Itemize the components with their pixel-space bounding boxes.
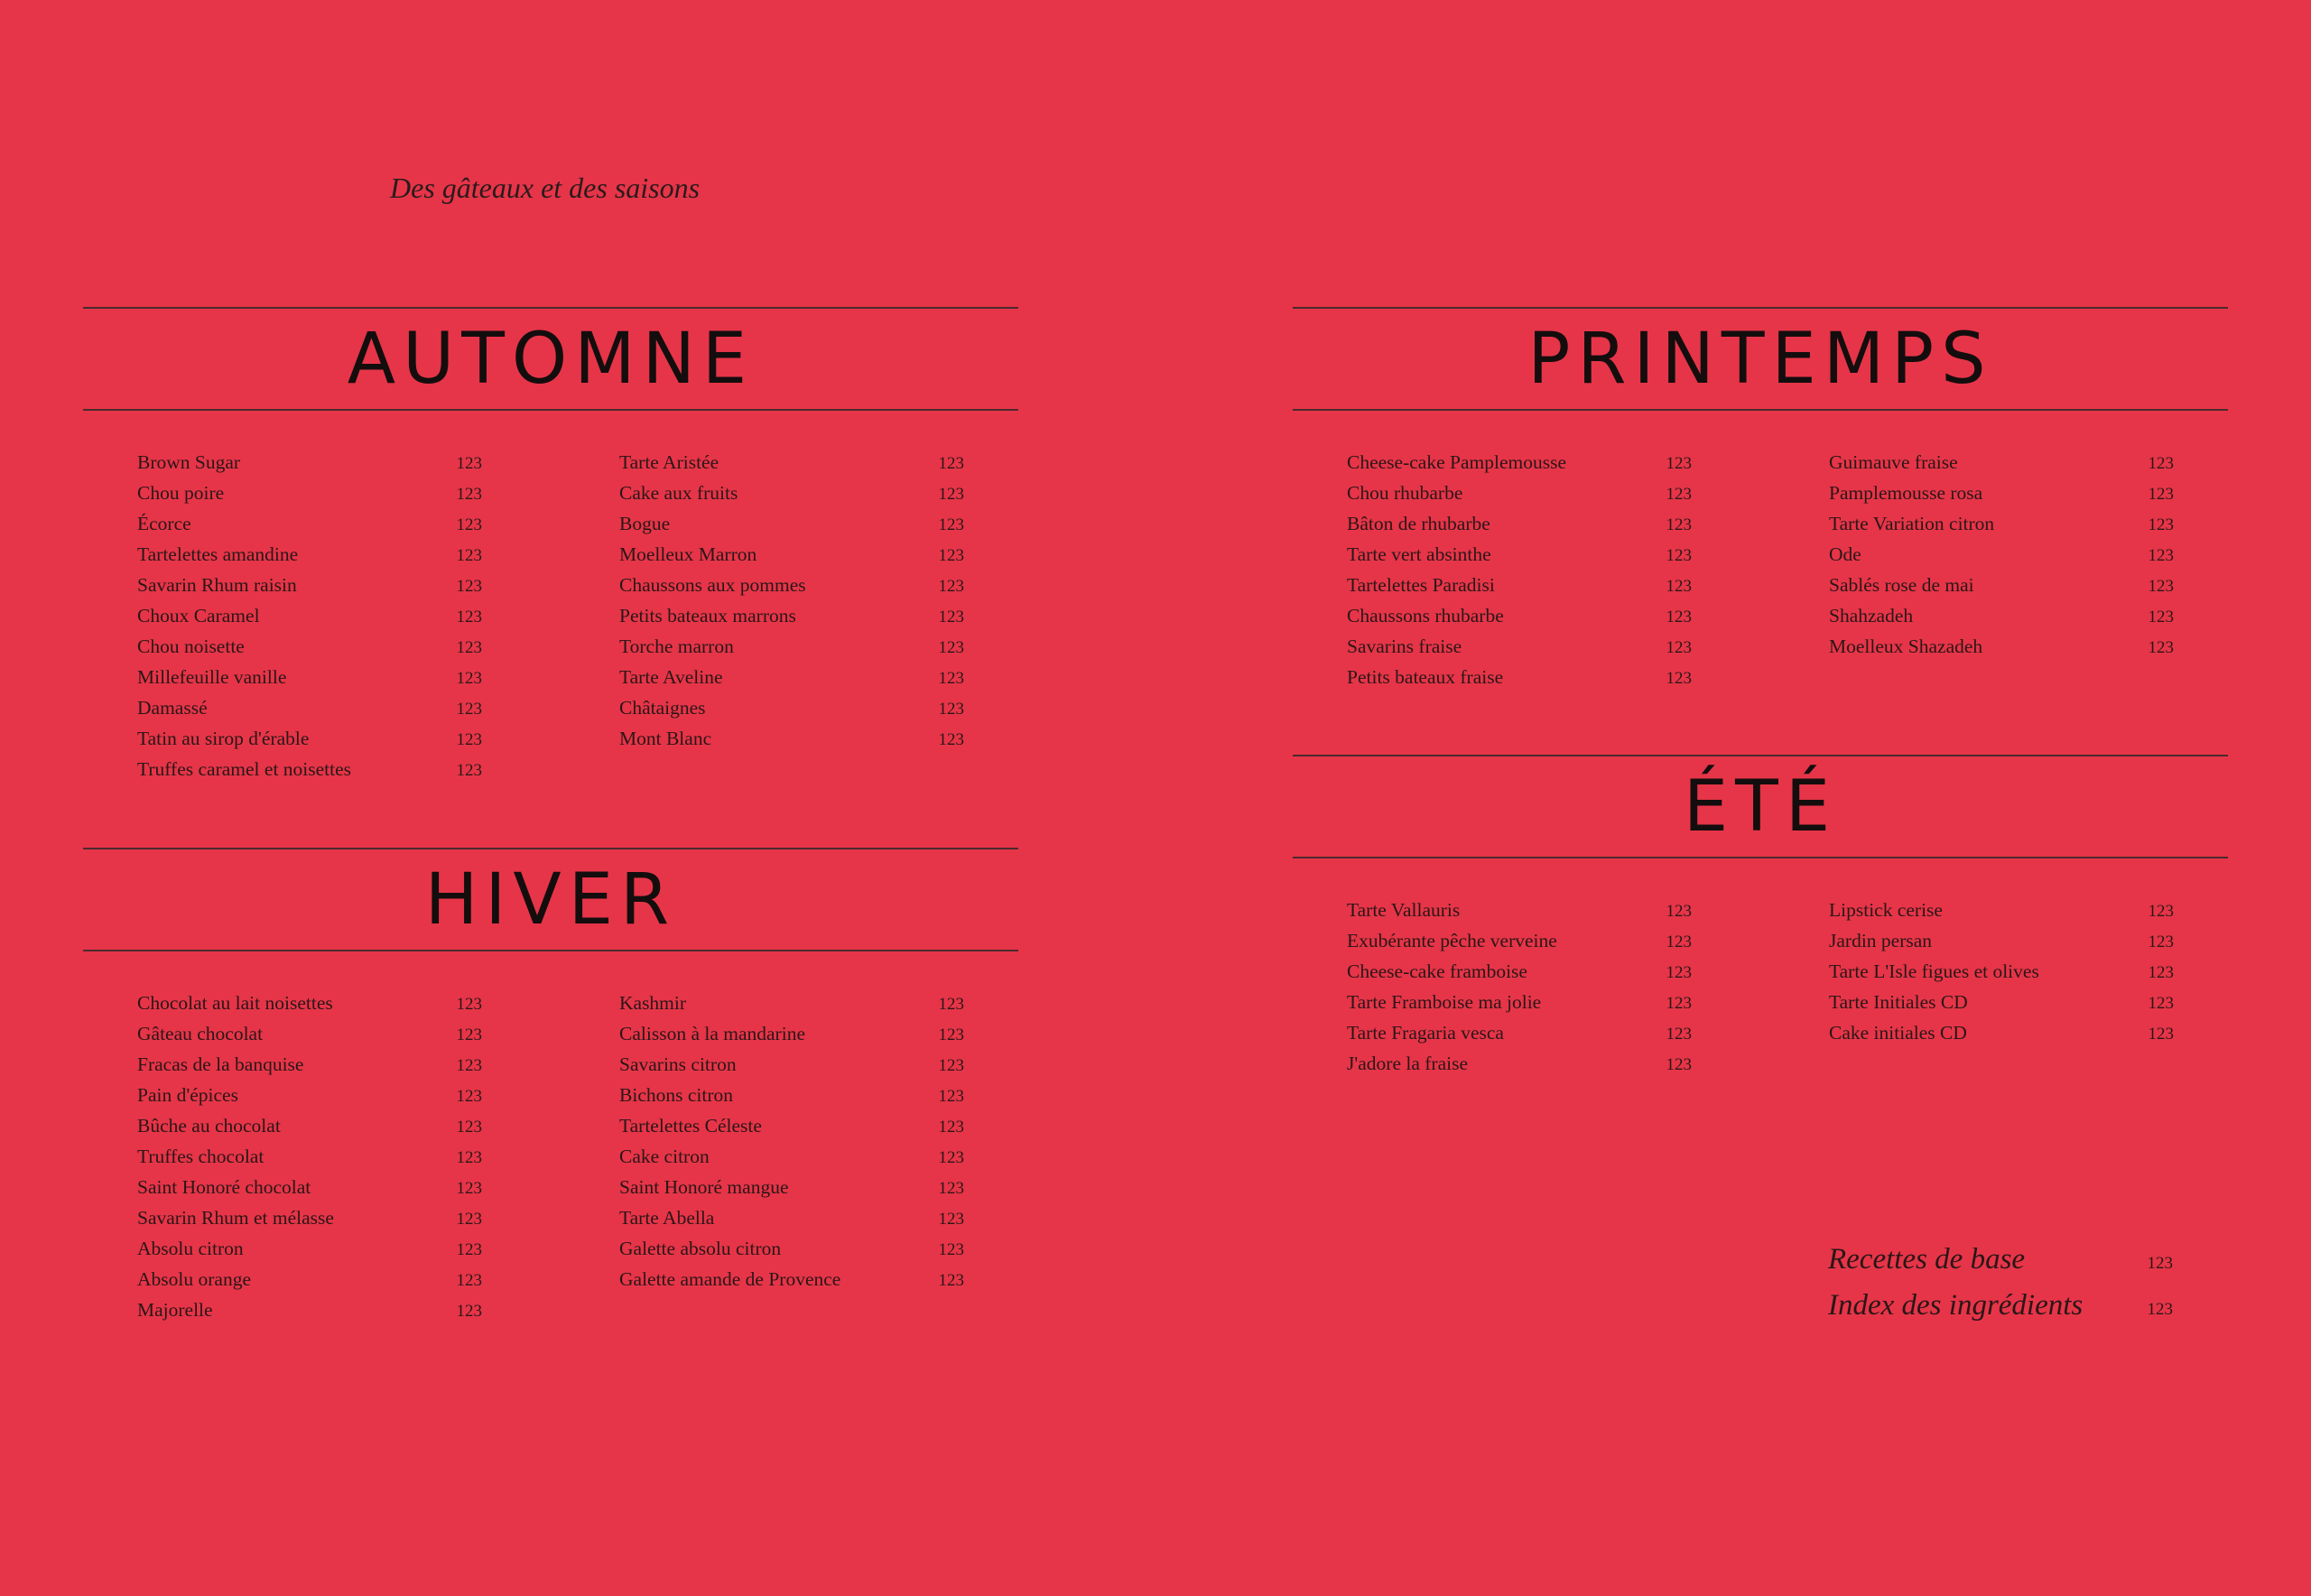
recipe-page-number: 123	[2148, 963, 2174, 982]
recipe-name: Truffes chocolat	[137, 1146, 265, 1167]
recipe-name: Chou poire	[137, 482, 225, 504]
recipe-entry[interactable]	[1347, 925, 1692, 956]
recipe-entry[interactable]	[619, 570, 964, 600]
recipe-page-number: 123	[456, 577, 482, 596]
recipe-page-number: 123	[938, 730, 964, 749]
recipe-name: Tarte Vallauris	[1347, 899, 1461, 921]
recipe-page-number: 123	[1666, 485, 1692, 504]
recipe-name: Moelleux Marron	[619, 543, 757, 565]
recipe-name: Cake aux fruits	[619, 482, 738, 504]
recipe-column-left	[137, 447, 482, 784]
recipe-entry[interactable]	[1347, 1048, 1692, 1079]
recipe-name: Tarte Aristée	[619, 451, 719, 473]
recipe-name: Gâteau chocolat	[137, 1023, 264, 1044]
recipe-page-number: 123	[456, 1056, 482, 1075]
recipe-name: Cheese-cake Pamplemousse	[1347, 451, 1566, 473]
recipe-entry[interactable]	[137, 754, 482, 784]
recipe-page-number: 123	[938, 515, 964, 534]
recipe-page-number: 123	[2148, 933, 2174, 951]
recipe-page-number: 123	[456, 761, 482, 780]
recipe-name: Sablés rose de mai	[1829, 574, 1974, 596]
recipe-column-right	[1829, 447, 2174, 662]
recipe-page-number: 123	[1666, 669, 1692, 688]
extra-entry-base-recipes[interactable]	[1828, 1237, 2173, 1283]
recipe-entry[interactable]	[619, 1080, 964, 1110]
recipe-name: Tatin au sirop d'érable	[137, 728, 310, 749]
recipe-name: Saint Honoré chocolat	[137, 1176, 311, 1198]
recipe-entry[interactable]	[619, 631, 964, 662]
recipe-name: J'adore la fraise	[1347, 1053, 1468, 1074]
recipe-name: Chocolat au lait noisettes	[137, 992, 333, 1014]
recipe-entry[interactable]	[619, 508, 964, 539]
recipe-entry[interactable]	[137, 1233, 482, 1264]
section-title: ÉTÉ	[1683, 766, 1838, 848]
recipe-entry[interactable]	[137, 1110, 482, 1141]
section-hiver	[83, 848, 1018, 1321]
recipe-page-number: 123	[456, 1087, 482, 1106]
recipe-entry[interactable]	[137, 570, 482, 600]
recipe-entry[interactable]	[137, 631, 482, 662]
recipe-page-number: 123	[2148, 515, 2174, 534]
recipe-page-number: 123	[456, 1210, 482, 1229]
recipe-page-number: 123	[2148, 546, 2174, 565]
recipe-entry[interactable]	[1347, 539, 1692, 570]
recipe-entry[interactable]	[137, 988, 482, 1018]
recipe-page-number: 123	[456, 638, 482, 657]
recipe-page-number: 123	[2148, 608, 2174, 626]
recipe-name: Moelleux Shazadeh	[1829, 636, 1983, 657]
recipe-name: Chou noisette	[137, 636, 245, 657]
recipe-page-number: 123	[456, 1148, 482, 1167]
recipe-entry[interactable]	[137, 447, 482, 478]
recipe-page-number: 123	[456, 1240, 482, 1259]
recipe-name: Cake citron	[619, 1146, 710, 1167]
recipe-name: Choux Caramel	[137, 605, 260, 626]
recipe-entry[interactable]	[1829, 447, 2174, 478]
recipe-page-number: 123	[456, 1179, 482, 1198]
recipe-column-right	[619, 988, 964, 1294]
recipe-entry[interactable]	[619, 600, 964, 631]
recipe-page-number: 123	[456, 485, 482, 504]
recipe-name: Ode	[1829, 543, 1861, 565]
recipe-entry[interactable]	[1347, 600, 1692, 631]
recipe-entry[interactable]	[1829, 925, 2174, 956]
recipe-page-number: 123	[456, 1271, 482, 1290]
extra-entry-name: Recettes de base	[1828, 1243, 2026, 1276]
recipe-name: Guimauve fraise	[1829, 451, 1958, 473]
recipe-name: Absolu orange	[137, 1268, 251, 1290]
recipe-entry[interactable]	[137, 1080, 482, 1110]
recipe-entry[interactable]	[1829, 478, 2174, 508]
section-header	[1293, 307, 2228, 411]
recipe-entry[interactable]	[619, 988, 964, 1018]
recipe-entry[interactable]	[1347, 631, 1692, 662]
recipe-entry[interactable]	[137, 692, 482, 723]
recipe-entry[interactable]	[619, 1018, 964, 1049]
section-header	[1293, 755, 2228, 858]
recipe-page-number: 123	[938, 546, 964, 565]
recipe-name: Écorce	[137, 513, 191, 534]
recipe-name: Chaussons aux pommes	[619, 574, 806, 596]
recipe-entry[interactable]	[619, 539, 964, 570]
recipe-name: Kashmir	[619, 992, 687, 1014]
recipe-page-number: 123	[938, 638, 964, 657]
recipe-page-number: 123	[1666, 454, 1692, 473]
recipe-name: Bâton de rhubarbe	[1347, 513, 1490, 534]
recipe-page-number: 123	[456, 730, 482, 749]
recipe-page-number: 123	[938, 1210, 964, 1229]
recipe-entry[interactable]	[619, 1233, 964, 1264]
extra-entry-page: 123	[2147, 1254, 2173, 1273]
recipe-entry[interactable]	[1829, 508, 2174, 539]
recipe-name: Damassé	[137, 697, 208, 719]
section-ete	[1293, 755, 2228, 1074]
recipe-entry[interactable]	[137, 662, 482, 692]
recipe-entry[interactable]	[1347, 478, 1692, 508]
section-header	[83, 307, 1018, 411]
recipe-entry[interactable]	[1829, 895, 2174, 925]
recipe-name: Pain d'épices	[137, 1084, 238, 1106]
recipe-name: Bûche au chocolat	[137, 1115, 281, 1137]
recipe-page-number: 123	[938, 1179, 964, 1198]
recipe-name: Tarte Fragaria vesca	[1347, 1022, 1504, 1044]
recipe-name: Pamplemousse rosa	[1829, 482, 1983, 504]
recipe-page-number: 123	[938, 1056, 964, 1075]
recipe-entry[interactable]	[1829, 987, 2174, 1017]
recipe-page-number: 123	[1666, 577, 1692, 596]
recipe-page-number: 123	[456, 454, 482, 473]
recipe-column-left	[137, 988, 482, 1325]
recipe-page-number: 123	[456, 1302, 482, 1321]
recipe-name: Galette amande de Provence	[619, 1268, 841, 1290]
recipe-entry[interactable]	[619, 662, 964, 692]
recipe-entry[interactable]	[619, 1172, 964, 1202]
recipe-entry[interactable]	[1347, 956, 1692, 987]
recipe-entry[interactable]	[619, 692, 964, 723]
recipe-entry[interactable]	[1829, 631, 2174, 662]
recipe-entry[interactable]	[1347, 447, 1692, 478]
recipe-name: Tartelettes Céleste	[619, 1115, 762, 1137]
recipe-name: Mont Blanc	[619, 728, 712, 749]
recipe-page-number: 123	[456, 1025, 482, 1044]
recipe-entry[interactable]	[1829, 1017, 2174, 1048]
recipe-page-number: 123	[456, 700, 482, 719]
recipe-page-number: 123	[938, 1025, 964, 1044]
recipe-page-number: 123	[938, 608, 964, 626]
recipe-page-number: 123	[1666, 902, 1692, 921]
recipe-name: Savarins fraise	[1347, 636, 1462, 657]
recipe-column-right	[1829, 895, 2174, 1048]
recipe-page-number: 123	[938, 995, 964, 1014]
recipe-name: Truffes caramel et noisettes	[137, 758, 352, 780]
recipe-page-number: 123	[938, 1240, 964, 1259]
recipe-page-number: 123	[456, 608, 482, 626]
section-title: HIVER	[424, 858, 677, 941]
extras-list	[1828, 1237, 2173, 1329]
recipe-page-number: 123	[456, 669, 482, 688]
recipe-entry[interactable]	[1829, 956, 2174, 987]
recipe-entry[interactable]	[1829, 570, 2174, 600]
recipe-entry[interactable]	[137, 1049, 482, 1080]
recipe-entry[interactable]	[137, 1202, 482, 1233]
recipe-page-number: 123	[2148, 485, 2174, 504]
recipe-entry[interactable]	[1829, 600, 2174, 631]
recipe-entry[interactable]	[137, 1141, 482, 1172]
recipe-entry[interactable]	[137, 1172, 482, 1202]
recipe-page-number: 123	[1666, 933, 1692, 951]
section-header	[83, 848, 1018, 951]
extra-entry-page: 123	[2147, 1300, 2173, 1319]
recipe-name: Châtaignes	[619, 697, 706, 719]
recipe-entry[interactable]	[1829, 539, 2174, 570]
recipe-name: Majorelle	[137, 1299, 213, 1321]
recipe-name: Petits bateaux marrons	[619, 605, 796, 626]
recipe-name: Chaussons rhubarbe	[1347, 605, 1504, 626]
recipe-page-number: 123	[456, 995, 482, 1014]
section-title: PRINTEMPS	[1527, 318, 1993, 400]
recipe-entry[interactable]	[1347, 1017, 1692, 1048]
recipe-name: Millefeuille vanille	[137, 666, 287, 688]
recipe-column-left	[1347, 447, 1692, 692]
recipe-page-number: 123	[1666, 546, 1692, 565]
recipe-name: Tarte L'Isle figues et olives	[1829, 960, 2039, 982]
recipe-page-number: 123	[2148, 577, 2174, 596]
recipe-name: Brown Sugar	[137, 451, 241, 473]
recipe-name: Chou rhubarbe	[1347, 482, 1463, 504]
recipe-name: Torche marron	[619, 636, 734, 657]
recipe-column-left	[1347, 895, 1692, 1079]
recipe-name: Fracas de la banquise	[137, 1053, 304, 1075]
recipe-name: Galette absolu citron	[619, 1238, 782, 1259]
recipe-entry[interactable]	[619, 1264, 964, 1294]
recipe-page-number: 123	[456, 1118, 482, 1137]
recipe-name: Absolu citron	[137, 1238, 244, 1259]
section-title: AUTOMNE	[347, 318, 755, 400]
recipe-entry[interactable]	[619, 1202, 964, 1233]
recipe-entry[interactable]	[1347, 508, 1692, 539]
recipe-name: Tarte Initiales CD	[1829, 991, 1968, 1013]
recipe-entry[interactable]	[619, 1049, 964, 1080]
recipe-entry[interactable]	[1347, 662, 1692, 692]
recipe-name: Savarin Rhum raisin	[137, 574, 297, 596]
recipe-name: Cheese-cake framboise	[1347, 960, 1527, 982]
recipe-name: Saint Honoré mangue	[619, 1176, 789, 1198]
recipe-page-number: 123	[938, 454, 964, 473]
recipe-name: Petits bateaux fraise	[1347, 666, 1504, 688]
recipe-name: Lipstick cerise	[1829, 899, 1943, 921]
recipe-name: Jardin persan	[1829, 930, 1933, 951]
recipe-page-number: 123	[2148, 902, 2174, 921]
recipe-name: Tarte Framboise ma jolie	[1347, 991, 1542, 1013]
recipe-entry[interactable]	[137, 1294, 482, 1325]
recipe-page-number: 123	[1666, 638, 1692, 657]
recipe-page-number: 123	[2148, 1025, 2174, 1044]
recipe-page-number: 123	[1666, 608, 1692, 626]
extra-entry-ingredient-index[interactable]	[1828, 1283, 2173, 1329]
recipe-entry[interactable]	[619, 1141, 964, 1172]
recipe-page-number: 123	[1666, 994, 1692, 1013]
recipe-page-number: 123	[456, 546, 482, 565]
recipe-page-number: 123	[1666, 1055, 1692, 1074]
recipe-entry[interactable]	[137, 478, 482, 508]
recipe-name: Savarin Rhum et mélasse	[137, 1207, 334, 1229]
recipe-entry[interactable]	[1347, 987, 1692, 1017]
recipe-name: Tarte Abella	[619, 1207, 715, 1229]
recipe-name: Tarte Aveline	[619, 666, 723, 688]
section-automne	[83, 307, 1018, 780]
extra-entry-name: Index des ingrédients	[1828, 1289, 2084, 1322]
recipe-page-number: 123	[456, 515, 482, 534]
recipe-column-right	[619, 447, 964, 754]
recipe-page-number: 123	[938, 1118, 964, 1137]
recipe-name: Tarte Variation citron	[1829, 513, 1995, 534]
recipe-entry[interactable]	[619, 447, 964, 478]
recipe-page-number: 123	[938, 1271, 964, 1290]
recipe-entry[interactable]	[619, 1110, 964, 1141]
recipe-page-number: 123	[2148, 994, 2174, 1013]
recipe-entry[interactable]	[137, 600, 482, 631]
recipe-page-number: 123	[938, 669, 964, 688]
recipe-entry[interactable]	[1347, 895, 1692, 925]
recipe-name: Exubérante pêche verveine	[1347, 930, 1557, 951]
recipe-entry[interactable]	[619, 723, 964, 754]
recipe-name: Tartelettes Paradisi	[1347, 574, 1495, 596]
recipe-entry[interactable]	[137, 508, 482, 539]
recipe-page-number: 123	[2148, 638, 2174, 657]
recipe-page-number: 123	[938, 700, 964, 719]
recipe-page-number: 123	[938, 1087, 964, 1106]
recipe-name: Tarte vert absinthe	[1347, 543, 1491, 565]
recipe-name: Calisson à la mandarine	[619, 1023, 805, 1044]
recipe-entry[interactable]	[1347, 570, 1692, 600]
recipe-page-number: 123	[938, 577, 964, 596]
recipe-name: Bichons citron	[619, 1084, 733, 1106]
recipe-name: Tartelettes amandine	[137, 543, 299, 565]
recipe-entry[interactable]	[137, 1264, 482, 1294]
recipe-name: Bogue	[619, 513, 671, 534]
recipe-entry[interactable]	[137, 539, 482, 570]
recipe-entry[interactable]	[619, 478, 964, 508]
recipe-entry[interactable]	[137, 723, 482, 754]
recipe-page-number: 123	[2148, 454, 2174, 473]
recipe-page-number: 123	[938, 485, 964, 504]
recipe-name: Shahzadeh	[1829, 605, 1914, 626]
recipe-page-number: 123	[1666, 963, 1692, 982]
section-printemps	[1293, 307, 2228, 688]
recipe-page-number: 123	[938, 1148, 964, 1167]
recipe-name: Savarins citron	[619, 1053, 737, 1075]
recipe-page-number: 123	[1666, 515, 1692, 534]
recipe-entry[interactable]	[137, 1018, 482, 1049]
book-subtitle: Des gâteaux et des saisons	[390, 172, 701, 204]
recipe-name: Cake initiales CD	[1829, 1022, 1967, 1044]
recipe-page-number: 123	[1666, 1025, 1692, 1044]
